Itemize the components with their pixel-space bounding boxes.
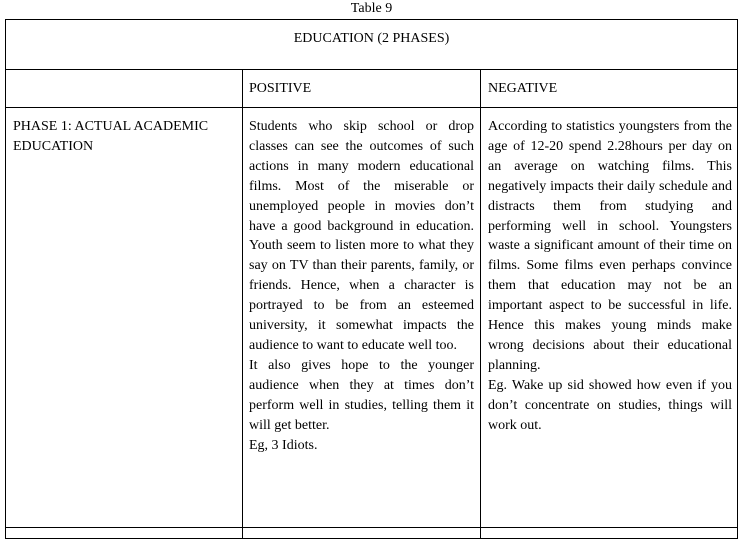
positive-paragraph: Students who skip school or drop classes can see the outcomes of such actions in many modern educational films. Most of the miserable or unemployed people in movies don’t have a good background in education. Youth seem to listen more to what they say on TV than their parents, family, or friends. Hence, when a character is portrayed to be from an esteemed university, it somewhat impacts the audience to want to educate well too. — [249, 119, 474, 353]
header-positive: POSITIVE — [249, 81, 312, 96]
row-divider — [5, 527, 738, 528]
row-divider — [5, 69, 738, 70]
row-divider — [5, 107, 738, 108]
table-title: EDUCATION (2 PHASES) — [293, 31, 450, 46]
positive-example: Eg, 3 Idiots. — [249, 437, 318, 453]
header-negative: NEGATIVE — [488, 81, 558, 96]
table-caption: Table 9 — [350, 1, 393, 16]
negative-paragraph: According to statistics youngsters from the age of 12-20 spend 2.28hours per day on an average on watching films. This negatively impacts their daily schedule and distracts them from studying and performing well in school. Youngsters waste a significant amount of their time on films. Some films even perhaps convince them that education may not be an important aspect to be successful in life. Hence this makes young minds make wrong decisions about their educational planning. — [488, 119, 732, 373]
phase-label: PHASE 1: ACTUAL ACADEMIC EDUCATION — [13, 119, 209, 154]
column-divider — [242, 69, 243, 539]
column-divider — [480, 69, 481, 539]
negative-example: Eg. Wake up sid showed how even if you don’t concentrate on studies, things will work out. — [488, 377, 732, 433]
positive-cell — [249, 117, 474, 455]
positive-paragraph: It also gives hope to the younger audience when they at times don’t perform well in studies, telling them it will get better. — [249, 357, 474, 433]
negative-cell — [488, 117, 732, 436]
